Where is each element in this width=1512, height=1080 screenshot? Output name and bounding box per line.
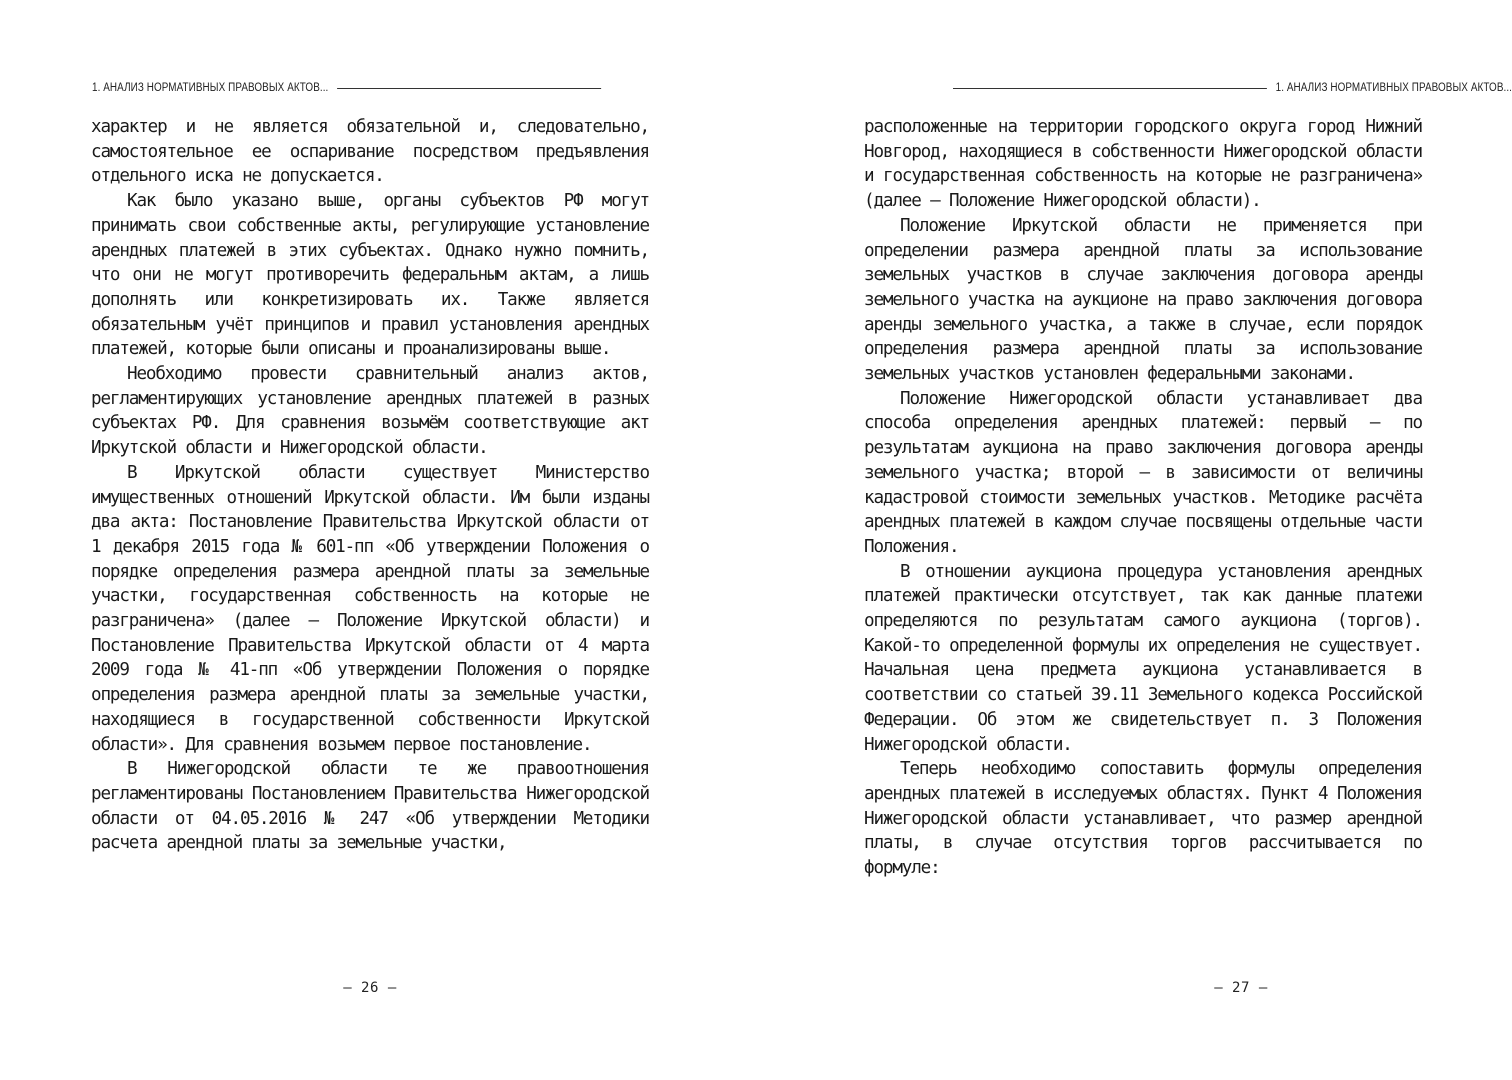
paragraph: Положение Иркутской области не применяется при определении размера арендной платы за использование земельных участков в случае заключения договора аренды земельного участка на аукционе на право заключения договора аренды земельного участка, а также в случае, если порядок определения размера арендной платы за использование земельных участков установлен федеральными законами. bbox=[864, 215, 1422, 385]
paragraph: Как было указано выше, органы субъектов РФ могут принимать свои собственные акты, регулирующие установление арендных платежей в этих субъектах. Однако нужно помнить, что они не могут противоречить федеральным актам, а лишь дополнять или конкретизировать их. Также является обязательным учёт принципов и правил установления арендных платежей, которые были описаны и проанализированы выше. bbox=[91, 191, 649, 360]
right-page bbox=[756, 0, 1512, 1080]
running-head-right bbox=[953, 82, 1512, 94]
page-number-right: – 27 – bbox=[1214, 980, 1268, 996]
running-head-rule bbox=[953, 88, 1267, 89]
running-head-title: 1. АНАЛИЗ НОРМАТИВНЫХ ПРАВОВЫХ АКТОВ... bbox=[92, 82, 329, 94]
running-head-left bbox=[92, 82, 651, 94]
paragraph: расположенные на территории городского округа город Нижний Новгород, находящиеся в собственности Нижегородской области и государственная собственность на которые не разграничена» (далее — Положение Нижегородской области). bbox=[864, 117, 1422, 212]
running-head-title: 1. АНАЛИЗ НОРМАТИВНЫХ ПРАВОВЫХ АКТОВ... bbox=[1275, 82, 1512, 94]
paragraph: характер и не является обязательной и, следовательно, самостоятельное ее оспаривание посредством предъявления отдельного иска не допускается. bbox=[91, 117, 649, 187]
paragraph: В отношении аукциона процедура установления арендных платежей практически отсутствует, так как данные платежи определяются по результатам самого аукциона (торгов). Какой-то определенной формулы их определения не существует. Начальная цена предмета аукциона устанавливается в соответствии со статьей 39.11 Земельного кодекса Российской Федерации. Об этом же свидетельствует п. 3 Положения Нижегородской области. bbox=[864, 561, 1422, 755]
page-number-left: – 26 – bbox=[343, 980, 397, 996]
paragraph: В Нижегородской области те же правоотношения регламентированы Постановлением Правительства Нижегородской области от 04.05.2016 № 247 «Об утверждении Методики расчета арендной платы за земельные участки, bbox=[91, 759, 649, 854]
left-page-body bbox=[91, 115, 649, 856]
running-head-rule bbox=[337, 88, 601, 89]
paragraph: Теперь необходимо сопоставить формулы определения арендных платежей в исследуемых областях. Пункт 4 Положения Нижегородской области устанавливает, что размер арендной платы, в случае отсутствия торгов рассчитывается по формуле: bbox=[864, 759, 1422, 879]
right-page-body bbox=[864, 115, 1422, 881]
paragraph: В Иркутской области существует Министерство имущественных отношений Иркутской области. Им были изданы два акта: Постановление Правительства Иркутской области от 1 декабря 2015 года № 601-пп «Об утверждении Положения о порядке определения размера арендной платы за земельные участки, государственная собственность на которые не разграничена» (далее — Положение Иркутской области) и Постановление Правительства Иркутской области от 4 марта 2009 года № 41-пп «Об утверждении Положения о порядке определения размера арендной платы за земельные участки, находящиеся в государственной собственности Иркутской области». Для сравнения возьмем первое постановление. bbox=[91, 462, 649, 755]
paragraph: Положение Нижегородской области устанавливает два способа определения арендных платежей: первый — по результатам аукциона на право заключения договора аренды земельного участка; второй — в зависимости от величины кадастровой стоимости земельных участков. Методике расчёта арендных платежей в каждом случае посвящены отдельные части Положения. bbox=[864, 388, 1422, 557]
paragraph: Необходимо провести сравнительный анализ актов, регламентирующих установление арендных платежей в разных субъектах РФ. Для сравнения возьмём соответствующие акт Иркутской области и Нижегородской области. bbox=[91, 364, 649, 459]
